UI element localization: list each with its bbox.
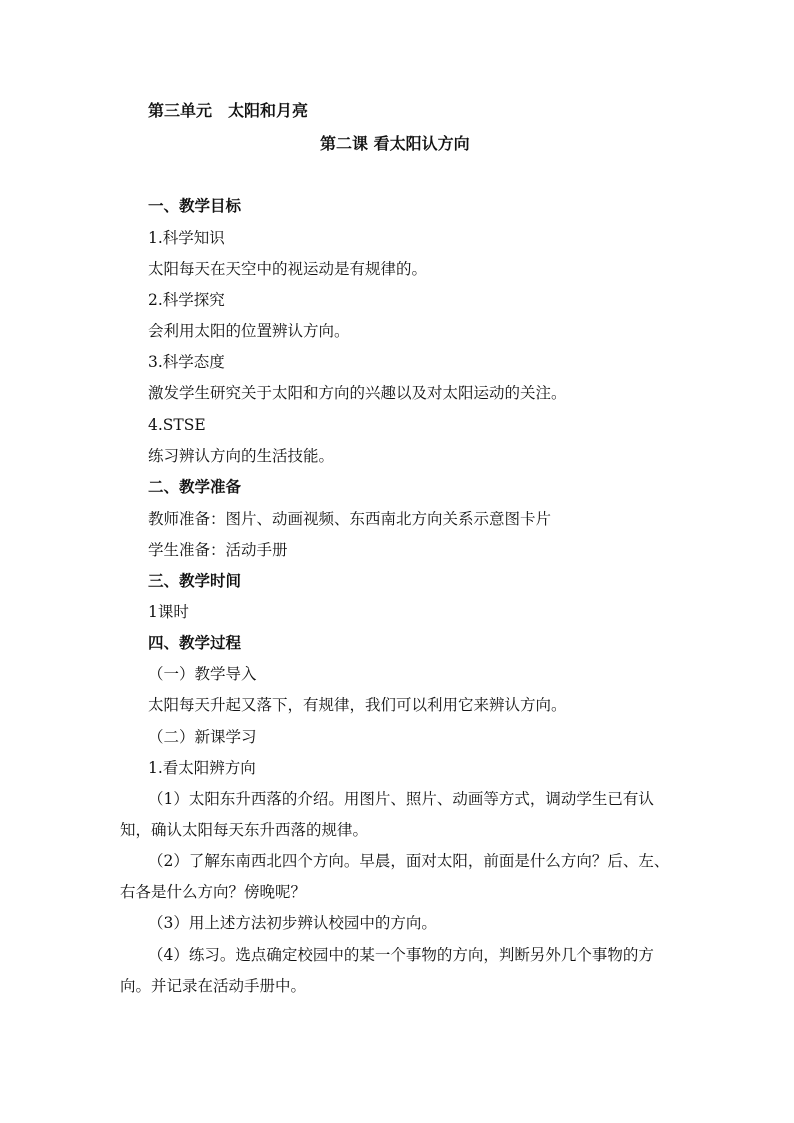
objective-label-3: 3.科学态度	[148, 353, 225, 371]
lesson-title: 第二课 看太阳认方向	[320, 134, 470, 153]
section-heading-process: 四、教学过程	[148, 633, 242, 652]
paragraph-1-line-2: 知，确认太阳每天东升西落的规律。	[120, 821, 369, 839]
objective-text-1: 太阳每天在天空中的视运动是有规律的。	[148, 260, 428, 278]
lesson-time: 1课时	[148, 603, 189, 621]
section-heading-time: 三、教学时间	[148, 571, 242, 590]
paragraph-4-line-1: （4）练习。选点确定校园中的某一个事物的方向，判断另外几个事物的方	[148, 946, 654, 964]
paragraph-4-line-2: 向。并记录在活动手册中。	[120, 977, 307, 995]
objective-label-1: 1.科学知识	[148, 229, 225, 247]
objective-text-2: 会利用太阳的位置辨认方向。	[148, 322, 350, 340]
objective-label-2: 2.科学探究	[148, 291, 225, 309]
unit-title: 第三单元 太阳和月亮	[148, 101, 309, 120]
part-title-new-learning: （二）新课学习	[148, 728, 257, 746]
paragraph-2-line-1: （2）了解东南西北四个方向。早晨，面对太阳，前面是什么方向？后、左、	[148, 852, 670, 870]
subsection-title-sun-direction: 1.看太阳辨方向	[148, 759, 256, 777]
paragraph-3-line-1: （3）用上述方法初步辨认校园中的方向。	[148, 914, 437, 932]
section-heading-objectives: 一、教学目标	[148, 196, 242, 215]
objective-text-3: 激发学生研究关于太阳和方向的兴趣以及对太阳运动的关注。	[148, 384, 567, 402]
paragraph-1-line-1: （1）太阳东升西落的介绍。用图片、照片、动画等方式，调动学生已有认	[148, 790, 654, 808]
student-preparation: 学生准备：活动手册	[148, 541, 288, 559]
part-title-intro: （一）教学导入	[148, 665, 257, 683]
section-heading-preparation: 二、教学准备	[148, 477, 242, 496]
paragraph-2-line-2: 右各是什么方向？傍晚呢？	[120, 883, 307, 901]
teacher-preparation: 教师准备：图片、动画视频、东西南北方向关系示意图卡片	[148, 510, 552, 528]
part-text-intro: 太阳每天升起又落下，有规律，我们可以利用它来辨认方向。	[148, 696, 567, 714]
objective-label-4: 4.STSE	[148, 416, 206, 434]
objective-text-4: 练习辨认方向的生活技能。	[148, 447, 335, 465]
